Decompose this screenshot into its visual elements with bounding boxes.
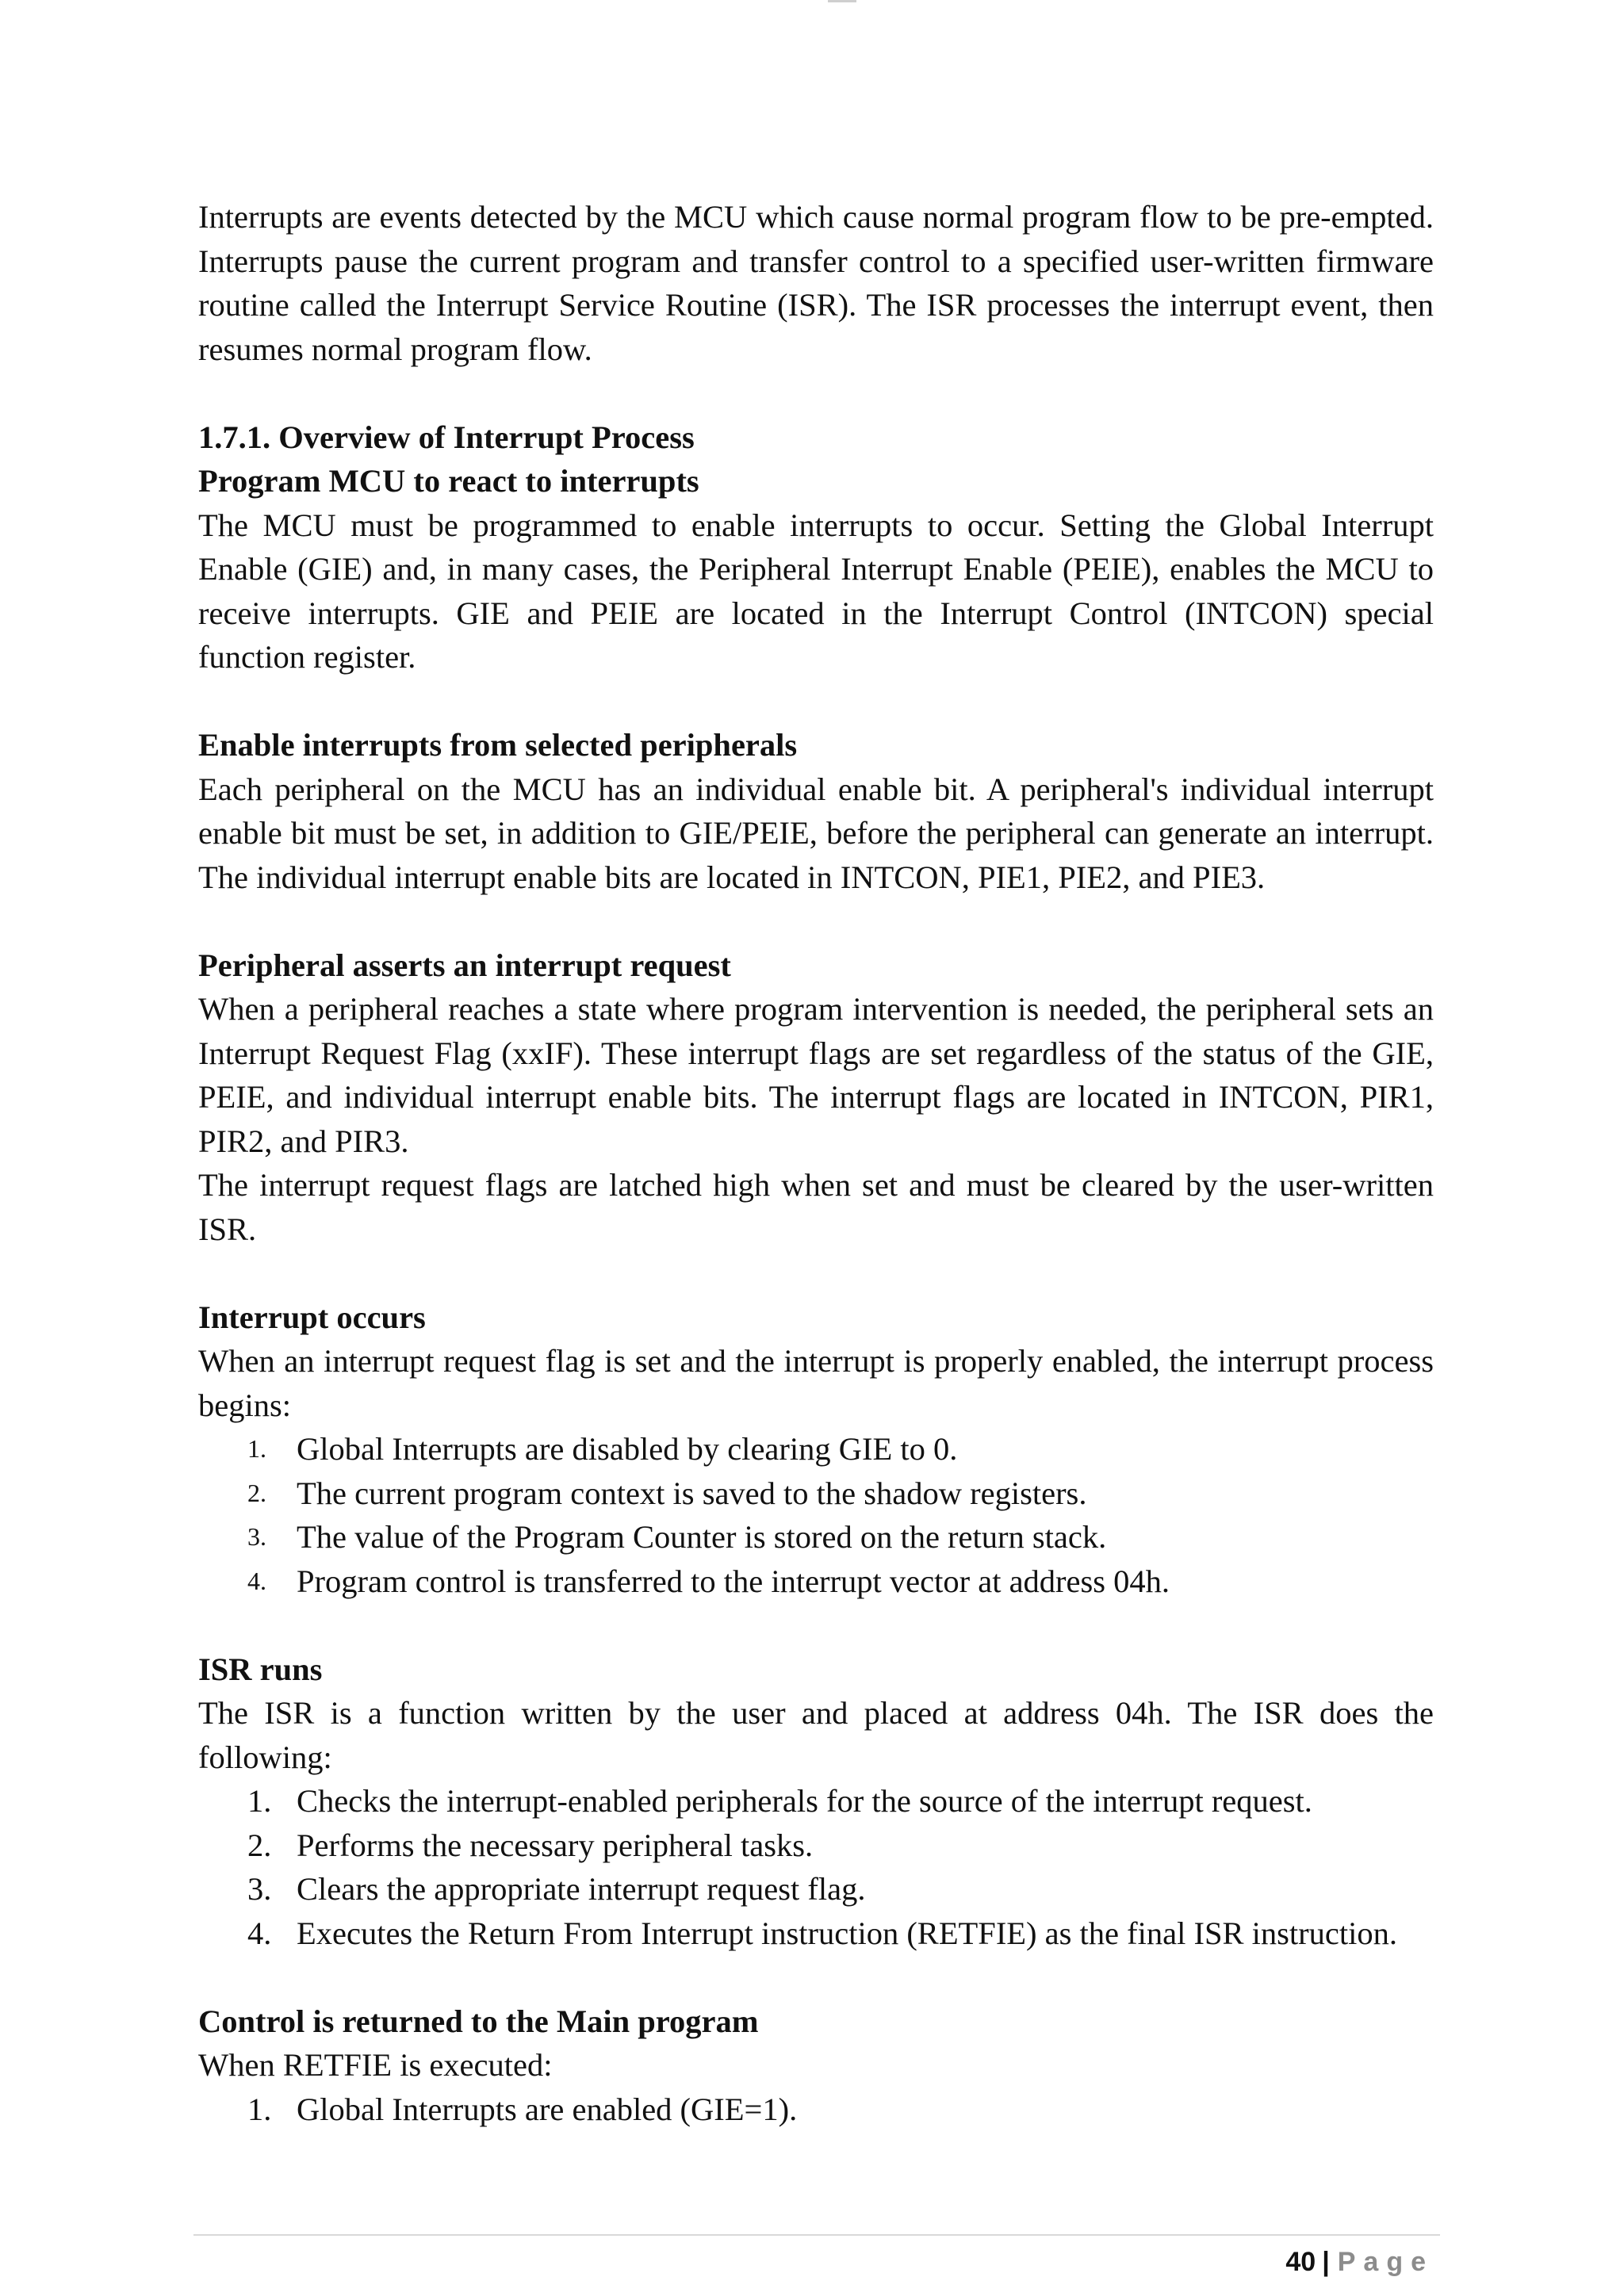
list-item [198,1779,1434,1823]
program-mcu-paragraph: The MCU must be programmed to enable interrupts to occur. Setting the Global Interrupt Enable (GIE) and, in many cases, the Peripheral Interrupt Enable (PEIE), enables the MCU to receive interrupts. GIE and PEIE are located in the Interrupt Control (INTCON) special function register. [198,507,1434,675]
list-number: 2. [247,1827,272,1863]
list-item [198,1427,1434,1471]
peripheral-asserts-paragraph-2: The interrupt request flags are latched high when set and must be cleared by the user-written ISR. [198,1167,1434,1247]
list-number: 4. [247,1566,266,1595]
list-number: 2. [247,1478,266,1507]
list-number: 1. [247,2091,272,2127]
list-item [198,1515,1434,1559]
list-item-text: The value of the Program Counter is stored on the return stack. [297,1519,1107,1555]
spacer [198,899,1434,943]
peripheral-asserts-paragraph: When a peripheral reaches a state where program intervention is needed, the peripheral sets an Interrupt Request Flag (xxIF). These interrupt flags are set regardless of the status of the GIE, PEIE, and individual interrupt enable bits. The interrupt flags are located in INTCON, PIR1, PIR2, and PIR3. [198,991,1434,1159]
page-footer [1285,2245,1434,2279]
top-edge-mark [828,0,856,2]
list-item-text: Checks the interrupt-enabled peripherals for the source of the interrupt request. [297,1783,1312,1819]
intro-paragraph: Interrupts are events detected by the MCU which cause normal program flow to be pre-empted. Interrupts pause the current program and transfer control to a specified user-written firmware routine called the Interrupt Service Routine (ISR). The ISR processes the interrupt event, then resumes normal program flow. [198,199,1434,367]
isr-runs-paragraph: The ISR is a function written by the user and placed at address 04h. The ISR does the following: [198,1695,1434,1775]
interrupt-occurs-list [198,1427,1434,1603]
program-mcu-heading: Program MCU to react to interrupts [198,463,699,499]
spacer [198,371,1434,415]
list-number: 3. [247,1871,272,1907]
list-item-text: Performs the necessary peripheral tasks. [297,1827,814,1863]
document-page [198,195,1434,2131]
list-item-text: Global Interrupts are disabled by clearing GIE to 0. [297,1431,958,1467]
list-number: 1. [247,1783,272,1819]
list-number: 1. [247,1434,266,1463]
list-number: 4. [247,1915,272,1951]
spacer [198,679,1434,724]
list-number: 3. [247,1522,266,1551]
page-label: Page [1337,2247,1434,2277]
page-number: 40 [1285,2247,1316,2277]
footer-separator: | [1322,2247,1330,2277]
isr-runs-heading: ISR runs [198,1651,323,1687]
list-item-text: Program control is transferred to the interrupt vector at address 04h. [297,1563,1170,1599]
spacer [198,1955,1434,1999]
interrupt-occurs-heading: Interrupt occurs [198,1299,426,1335]
list-item [198,1823,1434,1868]
section-title: 1.7.1. Overview of Interrupt Process [198,419,695,455]
spacer [198,1251,1434,1295]
list-item-text: Executes the Return From Interrupt instruction (RETFIE) as the final ISR instruction. [297,1915,1397,1951]
control-returned-heading: Control is returned to the Main program [198,2003,759,2039]
list-item-text: Clears the appropriate interrupt request flag. [297,1871,866,1907]
footer-divider [193,2234,1440,2236]
enable-peripherals-paragraph: Each peripheral on the MCU has an individual enable bit. A peripheral's individual interrupt enable bit must be set, in addition to GIE/PEIE, before the peripheral can generate an interrupt. The individual interrupt enable bits are located in INTCON, PIE1, PIE2, and PIE3. [198,771,1434,895]
enable-peripherals-heading: Enable interrupts from selected peripherals [198,727,798,763]
list-item-text: Global Interrupts are enabled (GIE=1). [297,2091,798,2127]
peripheral-asserts-heading: Peripheral asserts an interrupt request [198,947,731,983]
list-item [198,1471,1434,1516]
interrupt-occurs-paragraph: When an interrupt request flag is set and the interrupt is properly enabled, the interrupt process begins: [198,1343,1434,1423]
list-item [198,2087,1434,2132]
list-item [198,1559,1434,1604]
list-item [198,1911,1434,1956]
control-returned-list [198,2087,1434,2132]
list-item [198,1867,1434,1911]
spacer [198,1603,1434,1647]
control-returned-paragraph: When RETFIE is executed: [198,2047,553,2083]
list-item-text: The current program context is saved to the shadow registers. [297,1475,1087,1511]
isr-runs-list [198,1779,1434,1955]
